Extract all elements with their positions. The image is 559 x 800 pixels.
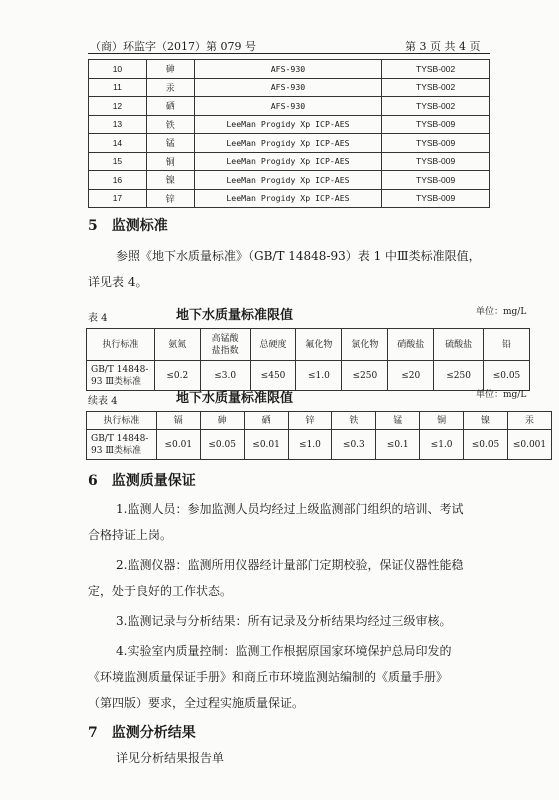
item-cell: 镍: [146, 171, 194, 190]
limit-cell: ≤0.1: [376, 430, 420, 460]
table-row: [89, 189, 490, 208]
section-6-heading: 6 监测质量保证: [88, 473, 196, 489]
col-header: 镉: [156, 412, 200, 430]
equipment-code-cell: TYSB-009: [382, 134, 490, 153]
table-row: [89, 60, 490, 79]
limit-cell: ≤0.2: [154, 361, 200, 391]
col-header: 执行标准: [87, 412, 157, 430]
col-header: 氯化物: [342, 329, 388, 361]
section-5-text: 参照《地下水质量标准》（GB/T 14848-93）表 1 中Ⅲ类标准限值，: [116, 249, 481, 263]
table-row: [89, 171, 490, 190]
table-row: [89, 152, 490, 171]
row-number: 14: [89, 134, 147, 153]
qa-lab-control-2: 《环境监测质量保证手册》和商丘市环境监测站编制的《质量手册》: [88, 670, 449, 684]
table-4b-title: 地下水质量标准限值: [176, 391, 294, 406]
item-cell: 铁: [146, 115, 194, 134]
equipment-code-cell: TYSB-009: [382, 171, 490, 190]
qa-personnel-2: 合格持证上岗。: [88, 528, 173, 542]
limit-cell: ≤0.3: [332, 430, 376, 460]
col-header: 砷: [200, 412, 244, 430]
row-number: 15: [89, 152, 147, 171]
row-number: 10: [89, 60, 147, 79]
col-header: 执行标准: [87, 329, 155, 361]
col-header: 硝酸盐: [388, 329, 434, 361]
col-header: 锌: [288, 412, 332, 430]
header-rule: [88, 53, 490, 54]
equipment-code-cell: TYSB-009: [382, 115, 490, 134]
col-header: 汞: [507, 412, 551, 430]
col-header: 铁: [332, 412, 376, 430]
item-cell: 锰: [146, 134, 194, 153]
col-header: 总硬度: [250, 329, 296, 361]
instrument-cell: LeeMan Progidy Xp ICP-AES: [194, 115, 382, 134]
page-number: 第 3 页 共 4 页: [405, 40, 481, 53]
col-header: 镍: [464, 412, 508, 430]
standard-cell: GB/T 14848- 93 Ⅲ类标准: [87, 430, 157, 460]
row-number: 11: [89, 78, 147, 97]
limit-cell: ≤0.05: [484, 361, 530, 391]
section-5-text-2: 详见表 4。: [88, 275, 148, 289]
table-row: [89, 134, 490, 153]
standard-table: [86, 328, 530, 391]
row-number: 16: [89, 171, 147, 190]
qa-instruments: 2.监测仪器：监测所用仪器经计量部门定期校验，保证仪器性能稳: [116, 558, 464, 572]
col-header: 铅: [484, 329, 530, 361]
equipment-code-cell: TYSB-002: [382, 97, 490, 116]
limit-cell: ≤1.0: [296, 361, 342, 391]
standard-table-continued: [86, 411, 552, 460]
limit-cell: ≤1.0: [288, 430, 332, 460]
instrument-cell: LeeMan Progidy Xp ICP-AES: [194, 152, 382, 171]
report-number: （商）环监字（2017）第 079 号: [90, 40, 256, 53]
qa-records: 3.监测记录与分析结果：所有记录及分析结果均经过三级审核。: [116, 614, 452, 628]
table-4-title: 地下水质量标准限值: [176, 308, 294, 323]
qa-instruments-2: 定，处于良好的工作状态。: [88, 584, 233, 598]
instrument-cell: LeeMan Progidy Xp ICP-AES: [194, 189, 382, 208]
table-row: [89, 97, 490, 116]
col-header: 锰: [376, 412, 420, 430]
standard-cell: GB/T 14848- 93 Ⅲ类标准: [87, 361, 155, 391]
row-number: 12: [89, 97, 147, 116]
col-header: 氨氮: [154, 329, 200, 361]
equipment-code-cell: TYSB-009: [382, 152, 490, 171]
instrument-cell: AFS-930: [194, 78, 382, 97]
limit-cell: ≤3.0: [200, 361, 250, 391]
col-header: 硫酸盐: [434, 329, 484, 361]
table-row: [89, 115, 490, 134]
col-header: 硒: [244, 412, 288, 430]
equipment-code-cell: TYSB-002: [382, 78, 490, 97]
instrument-cell: LeeMan Progidy Xp ICP-AES: [194, 134, 382, 153]
limit-cell: ≤0.05: [200, 430, 244, 460]
limit-cell: ≤250: [342, 361, 388, 391]
qa-personnel: 1.监测人员：参加监测人员均经过上级监测部门组织的培训、考试: [116, 502, 464, 516]
qa-lab-control-3: （第四版）要求，全过程实施质量保证。: [88, 696, 305, 710]
limit-cell: ≤250: [434, 361, 484, 391]
limit-cell: ≤0.01: [244, 430, 288, 460]
item-cell: 汞: [146, 78, 194, 97]
limit-cell: ≤0.05: [464, 430, 508, 460]
section-7-text: 详见分析结果报告单: [116, 751, 225, 765]
table-4-unit: 单位：mg/L: [476, 307, 527, 317]
table-row: [89, 78, 490, 97]
item-cell: 砷: [146, 60, 194, 79]
instrument-cell: AFS-930: [194, 60, 382, 79]
section-7-heading: 7 监测分析结果: [88, 725, 196, 741]
table-4b-unit: 单位：mg/L: [476, 390, 527, 400]
limit-cell: ≤20: [388, 361, 434, 391]
col-header: 氟化物: [296, 329, 342, 361]
row-number: 13: [89, 115, 147, 134]
section-5-heading: 5 监测标准: [88, 218, 168, 234]
equipment-code-cell: TYSB-009: [382, 189, 490, 208]
limit-cell: ≤450: [250, 361, 296, 391]
col-header: 高锰酸 盐指数: [200, 329, 250, 361]
col-header: 铜: [420, 412, 464, 430]
row-number: 17: [89, 189, 147, 208]
instrument-cell: AFS-930: [194, 97, 382, 116]
table-4-caption: 表 4: [88, 313, 108, 324]
item-cell: 锌: [146, 189, 194, 208]
table-4b-caption: 续表 4: [88, 396, 118, 407]
limit-cell: ≤0.01: [156, 430, 200, 460]
item-cell: 铜: [146, 152, 194, 171]
equipment-code-cell: TYSB-002: [382, 60, 490, 79]
instrument-cell: LeeMan Progidy Xp ICP-AES: [194, 171, 382, 190]
limit-cell: ≤0.001: [507, 430, 551, 460]
item-cell: 硒: [146, 97, 194, 116]
qa-lab-control: 4.实验室内质量控制：监测工作根据原国家环境保护总局印发的: [116, 644, 452, 658]
limit-cell: ≤1.0: [420, 430, 464, 460]
instrument-table: [88, 59, 490, 208]
